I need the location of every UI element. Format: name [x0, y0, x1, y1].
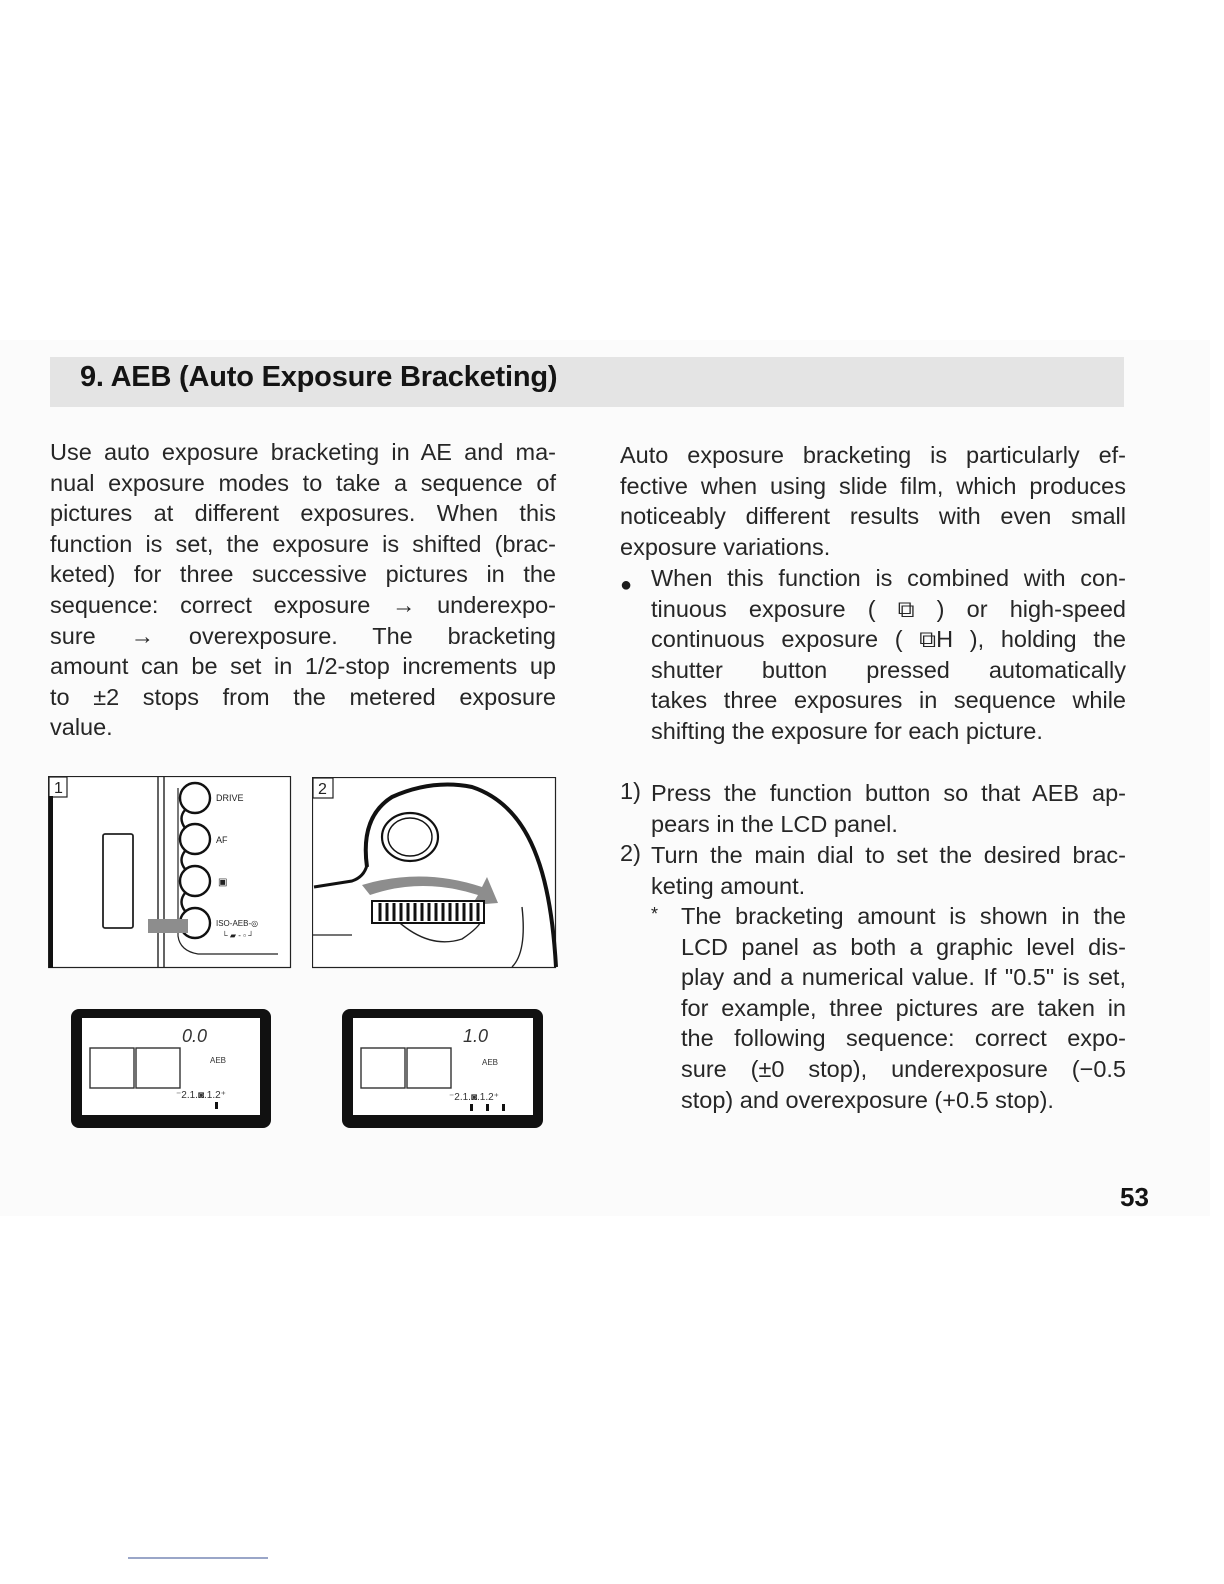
lcd-value: 1.0: [463, 1026, 489, 1046]
paragraph-line: nual exposure modes to take a sequence of: [50, 469, 556, 496]
step-line: Press the function button so that AEB ap-: [651, 780, 1126, 806]
bullet-line: takes three exposures in sequence while: [651, 687, 1126, 714]
paragraph-line: pictures at different exposures. When this: [50, 500, 556, 527]
step-1-text: [651, 778, 1126, 839]
note-line: sure (±0 stop), underexposure (−0.5: [681, 1055, 1126, 1082]
lcd-aeb-label: AEB: [210, 1056, 227, 1065]
paragraph-line: sure → overexposure. The bracketing: [50, 622, 556, 649]
figure-number: 1: [54, 780, 63, 797]
button-label: AF: [216, 835, 228, 845]
lcd-scale: ⁻2.1.◙.1.2⁺: [449, 1092, 499, 1103]
page-number: 53: [1120, 1182, 1149, 1212]
paragraph-line: exposure variations.: [620, 533, 831, 560]
note-line: play and a numerical value. If "0.5" is set,: [681, 964, 1126, 991]
bullet-marker: ●: [620, 574, 633, 596]
lcd-scale: ⁻2.1.◙.1.2⁺: [176, 1090, 226, 1101]
note-line: for example, three pictures are taken in: [681, 994, 1126, 1021]
bracket-label: └ ▰ - ▫ ┘: [222, 931, 254, 940]
bullet-line: When this function is combined with con-: [651, 565, 1126, 591]
step-line: pears in the LCD panel.: [651, 810, 898, 837]
paragraph-line: noticeably different results with even small: [620, 503, 1126, 530]
intro-paragraph: [50, 437, 556, 743]
paragraph-line: amount can be set in 1/2-stop increments up: [50, 653, 556, 680]
lcd-value: 0.0: [182, 1026, 208, 1046]
level-marker: [215, 1102, 218, 1109]
step-number: 1): [620, 778, 641, 804]
pointer-arrow-icon: [148, 919, 188, 933]
button-label: ISO-AEB-◎: [216, 919, 259, 928]
button-label: ▣: [218, 877, 228, 888]
lcd-panel-right: [341, 1008, 544, 1130]
paragraph-line: function is set, the exposure is shifted (brac-: [50, 530, 556, 557]
step-2-text: [651, 840, 1126, 901]
paragraph-line: fective when using slide film, which produces: [620, 472, 1126, 499]
paragraph-line: to ±2 stops from the metered exposure: [50, 683, 556, 710]
lcd-aeb-label: AEB: [482, 1058, 499, 1067]
paragraph-line: value.: [50, 714, 113, 741]
footer-rule: [128, 1557, 268, 1559]
bullet-line: tinuous exposure ( ⧉ ) or high-speed: [651, 595, 1126, 622]
section-title: 9. AEB (Auto Exposure Bracketing): [80, 361, 558, 393]
bullet-line: shifting the exposure for each picture.: [651, 717, 1043, 744]
step-line: keting amount.: [651, 872, 806, 899]
paragraph-line: sequence: correct exposure → underexpo-: [50, 591, 556, 618]
bullet-line: continuous exposure ( ⧉H ), holding the: [651, 626, 1126, 653]
figure-2-main-dial: [312, 777, 558, 971]
figure-number: 2: [318, 781, 327, 798]
level-marker: [470, 1104, 473, 1111]
paragraph-line: keted) for three successive pictures in the: [50, 561, 556, 588]
paragraph-line: Use auto exposure bracketing in AE and ma-: [50, 439, 556, 465]
level-marker: [502, 1104, 505, 1111]
note-line: The bracketing amount is shown in the: [681, 903, 1126, 929]
bullet-line: shutter button pressed automatically: [651, 656, 1126, 683]
level-marker: [486, 1104, 489, 1111]
lcd-panel-left: [70, 1008, 272, 1130]
step-line: Turn the main dial to set the desired brac-: [651, 842, 1126, 868]
button-label: DRIVE: [216, 793, 244, 803]
step-number: 2): [620, 840, 641, 866]
note-line: the following sequence: correct expo-: [681, 1025, 1126, 1052]
note-marker: *: [651, 904, 659, 924]
paragraph-line: Auto exposure bracketing is particularly ef-: [620, 442, 1126, 468]
note-line: LCD panel as both a graphic level dis-: [681, 933, 1126, 960]
note-text: [681, 901, 1126, 1115]
note-line: stop) and overexposure (+0.5 stop).: [681, 1086, 1054, 1113]
continuous-exposure-bullet: [651, 563, 1126, 747]
figure-1-camera-buttons: [48, 776, 292, 970]
slide-film-paragraph: [620, 440, 1126, 562]
dial-ridges-icon: [372, 901, 484, 923]
